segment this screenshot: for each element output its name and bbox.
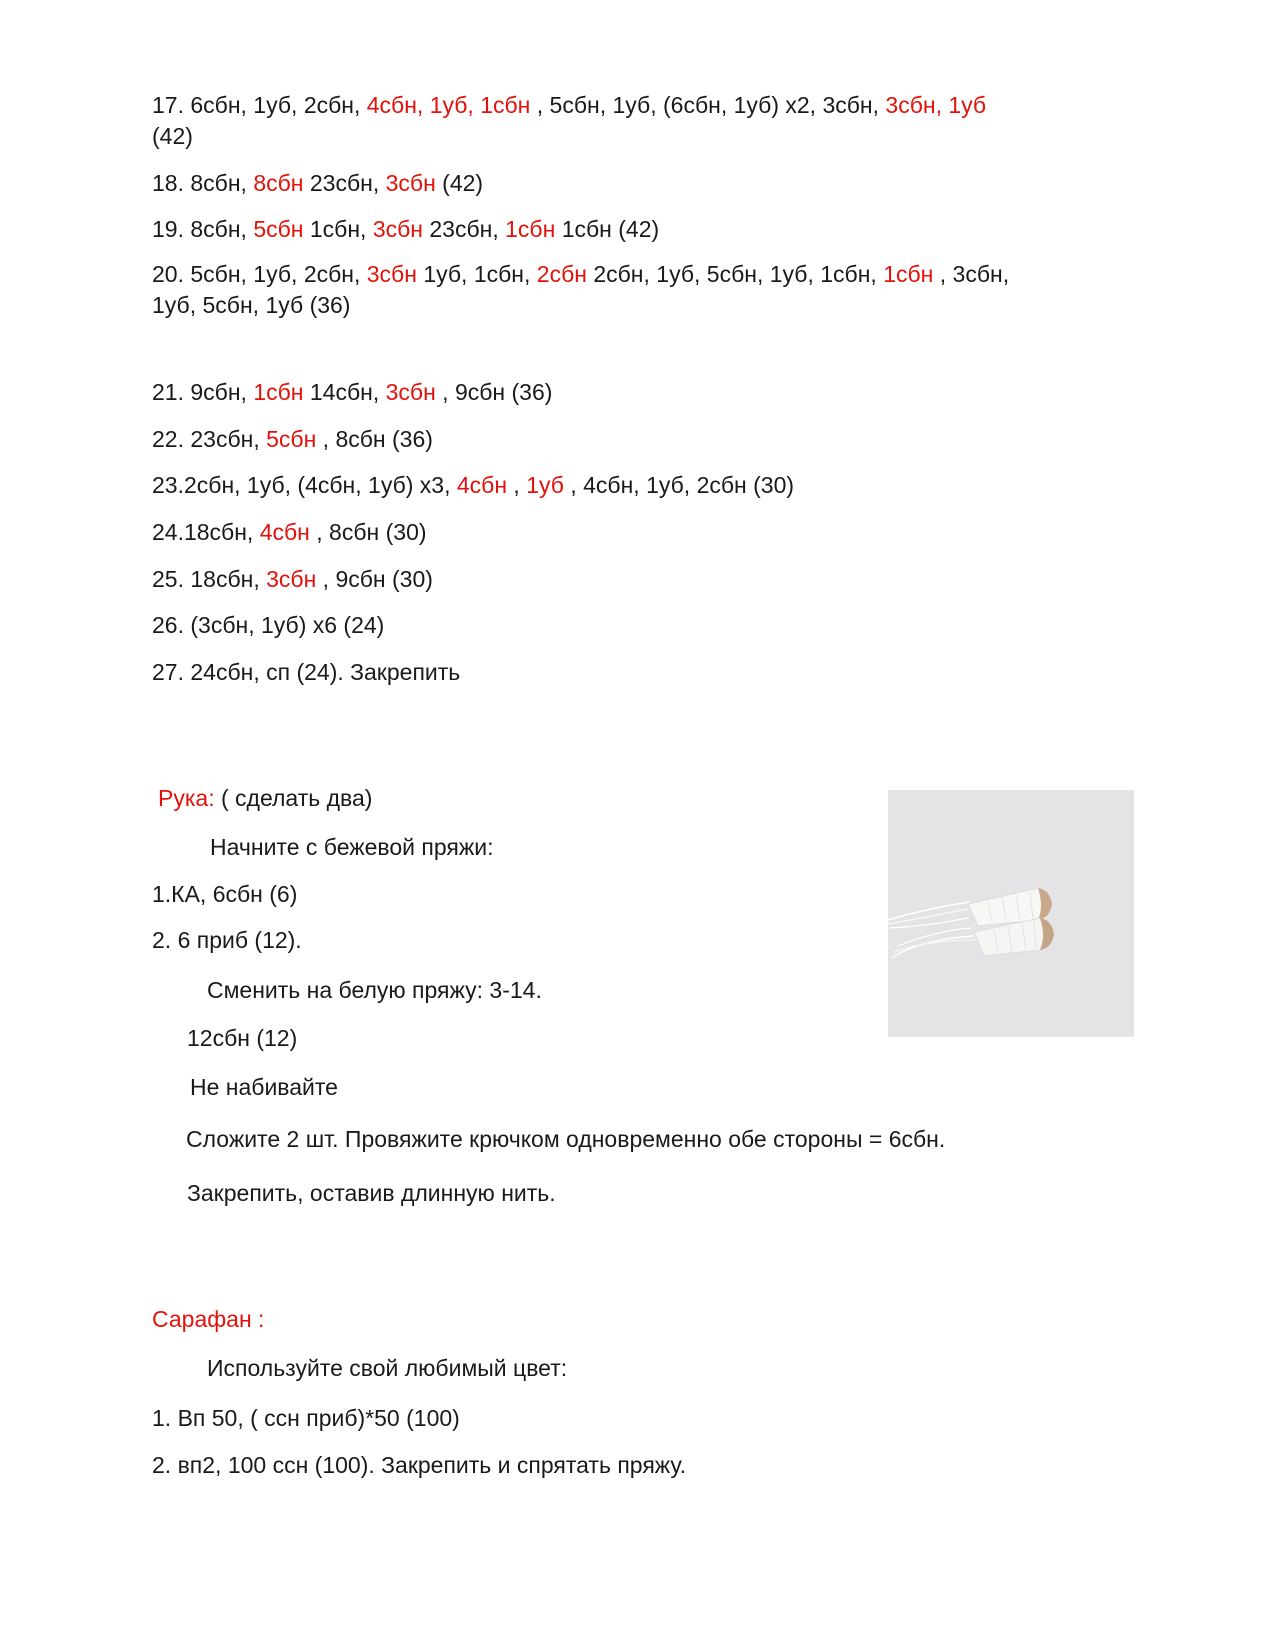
pattern-row-25 bbox=[152, 564, 433, 594]
row-text: 1сбн, bbox=[303, 216, 373, 242]
row-text: , 5сбн, 1уб, (6сбн, 1уб) х2, 3сбн, bbox=[530, 92, 886, 118]
highlighted-stitches: 3сбн bbox=[372, 216, 423, 242]
pattern-row-20 bbox=[152, 259, 1009, 289]
row-text: , 9сбн (36) bbox=[435, 379, 553, 405]
dress-title: Сарафан : bbox=[152, 1306, 265, 1332]
arms-photo bbox=[888, 790, 1134, 1037]
highlighted-stitches: 1сбн bbox=[883, 261, 934, 287]
pattern-row-19 bbox=[152, 214, 659, 244]
dress-step-2: 2. вп2, 100 ссн (100). Закрепить и спрятать пряжу. bbox=[152, 1452, 687, 1478]
row-text: 1уб, 1сбн, bbox=[416, 261, 537, 287]
row-text: , bbox=[507, 472, 527, 498]
highlighted-stitches: 2сбн bbox=[536, 261, 587, 287]
highlighted-stitches: 3сбн bbox=[385, 379, 436, 405]
row-text: , 3сбн, bbox=[933, 261, 1010, 287]
row-text: (42) bbox=[435, 170, 484, 196]
pattern-row-18 bbox=[152, 168, 483, 198]
pattern-row-26 bbox=[152, 610, 384, 640]
highlighted-stitches: 1уб bbox=[526, 472, 564, 498]
pattern-row-21 bbox=[152, 377, 552, 407]
row-text: 23сбн, bbox=[423, 216, 506, 242]
highlighted-stitches: 5сбн bbox=[253, 216, 304, 242]
arm-rows-3-14: 12сбн (12) bbox=[187, 1025, 298, 1051]
highlighted-stitches: 3сбн, 1уб bbox=[885, 92, 987, 118]
row-text: 25. 18сбн, bbox=[152, 566, 267, 592]
arms-photo-drawing bbox=[888, 790, 1134, 1037]
arm-switch-yarn: Сменить на белую пряжу: 3-14. bbox=[207, 977, 542, 1003]
highlighted-stitches: 4сбн bbox=[456, 472, 508, 498]
highlighted-stitches: 1сбн bbox=[505, 216, 556, 242]
row-text: 19. 8сбн, bbox=[152, 216, 254, 242]
arm-title: Рука: bbox=[158, 785, 215, 811]
row-text: , 9сбн (30) bbox=[316, 566, 433, 592]
highlighted-stitches: 4сбн, 1уб, 1сбн bbox=[366, 92, 531, 118]
highlighted-stitches: 3сбн bbox=[385, 170, 436, 196]
row-text: , 8сбн (36) bbox=[316, 426, 433, 452]
arm-heading bbox=[158, 783, 372, 813]
row-text: , 8сбн (30) bbox=[309, 519, 427, 545]
dress-intro: Используйте свой любимый цвет: bbox=[207, 1355, 568, 1381]
highlighted-stitches: 8сбн bbox=[253, 170, 304, 196]
highlighted-stitches: 4сбн bbox=[259, 519, 310, 545]
highlighted-stitches: 3сбн bbox=[266, 566, 317, 592]
arm-intro: Начните с бежевой пряжи: bbox=[210, 834, 494, 860]
row-text: (42) bbox=[152, 123, 193, 149]
pattern-row-24 bbox=[152, 517, 427, 547]
row-text: 14сбн, bbox=[303, 379, 386, 405]
row-text: 18. 8сбн, bbox=[152, 170, 254, 196]
row-text: 26. (3сбн, 1уб) х6 (24) bbox=[152, 612, 385, 638]
row-text: 1уб, 5сбн, 1уб (36) bbox=[152, 292, 351, 318]
row-text: 17. 6сбн, 1уб, 2сбн, bbox=[152, 92, 367, 118]
dress-step-1: 1. Вп 50, ( ссн приб)*50 (100) bbox=[152, 1405, 460, 1431]
pattern-row-17-count bbox=[152, 121, 193, 151]
pattern-row-20-cont bbox=[152, 290, 350, 320]
row-text: 21. 9сбн, bbox=[152, 379, 254, 405]
arm-title-note: ( сделать два) bbox=[214, 785, 373, 811]
row-text: 2сбн, 1уб, 5сбн, 1уб, 1сбн, bbox=[586, 261, 884, 287]
arm-step-2: 2. 6 приб (12). bbox=[152, 927, 302, 953]
highlighted-stitches: 3сбн bbox=[366, 261, 417, 287]
pattern-row-17 bbox=[152, 90, 986, 120]
pattern-row-23 bbox=[152, 470, 794, 500]
arm-fold: Сложите 2 шт. Провяжите крючком одновременно обе стороны = 6сбн. bbox=[186, 1126, 946, 1152]
pattern-row-22 bbox=[152, 424, 433, 454]
arm-step-1: 1.КА, 6сбн (6) bbox=[152, 881, 298, 907]
row-text: 20. 5сбн, 1уб, 2сбн, bbox=[152, 261, 367, 287]
highlighted-stitches: 1сбн bbox=[253, 379, 304, 405]
row-text: 27. 24сбн, сп (24). Закрепить bbox=[152, 659, 461, 685]
row-text: 1сбн (42) bbox=[555, 216, 660, 242]
row-text: 24.18сбн, bbox=[152, 519, 260, 545]
arm-finish: Закрепить, оставив длинную нить. bbox=[187, 1180, 556, 1206]
pattern-row-27 bbox=[152, 657, 460, 687]
row-text: 23сбн, bbox=[303, 170, 386, 196]
row-text: 22. 23сбн, bbox=[152, 426, 267, 452]
row-text: , 4сбн, 1уб, 2сбн (30) bbox=[563, 472, 795, 498]
row-text: 23.2сбн, 1уб, (4сбн, 1уб) х3, bbox=[152, 472, 457, 498]
arm-no-stuff: Не набивайте bbox=[190, 1074, 338, 1100]
highlighted-stitches: 5сбн bbox=[266, 426, 317, 452]
